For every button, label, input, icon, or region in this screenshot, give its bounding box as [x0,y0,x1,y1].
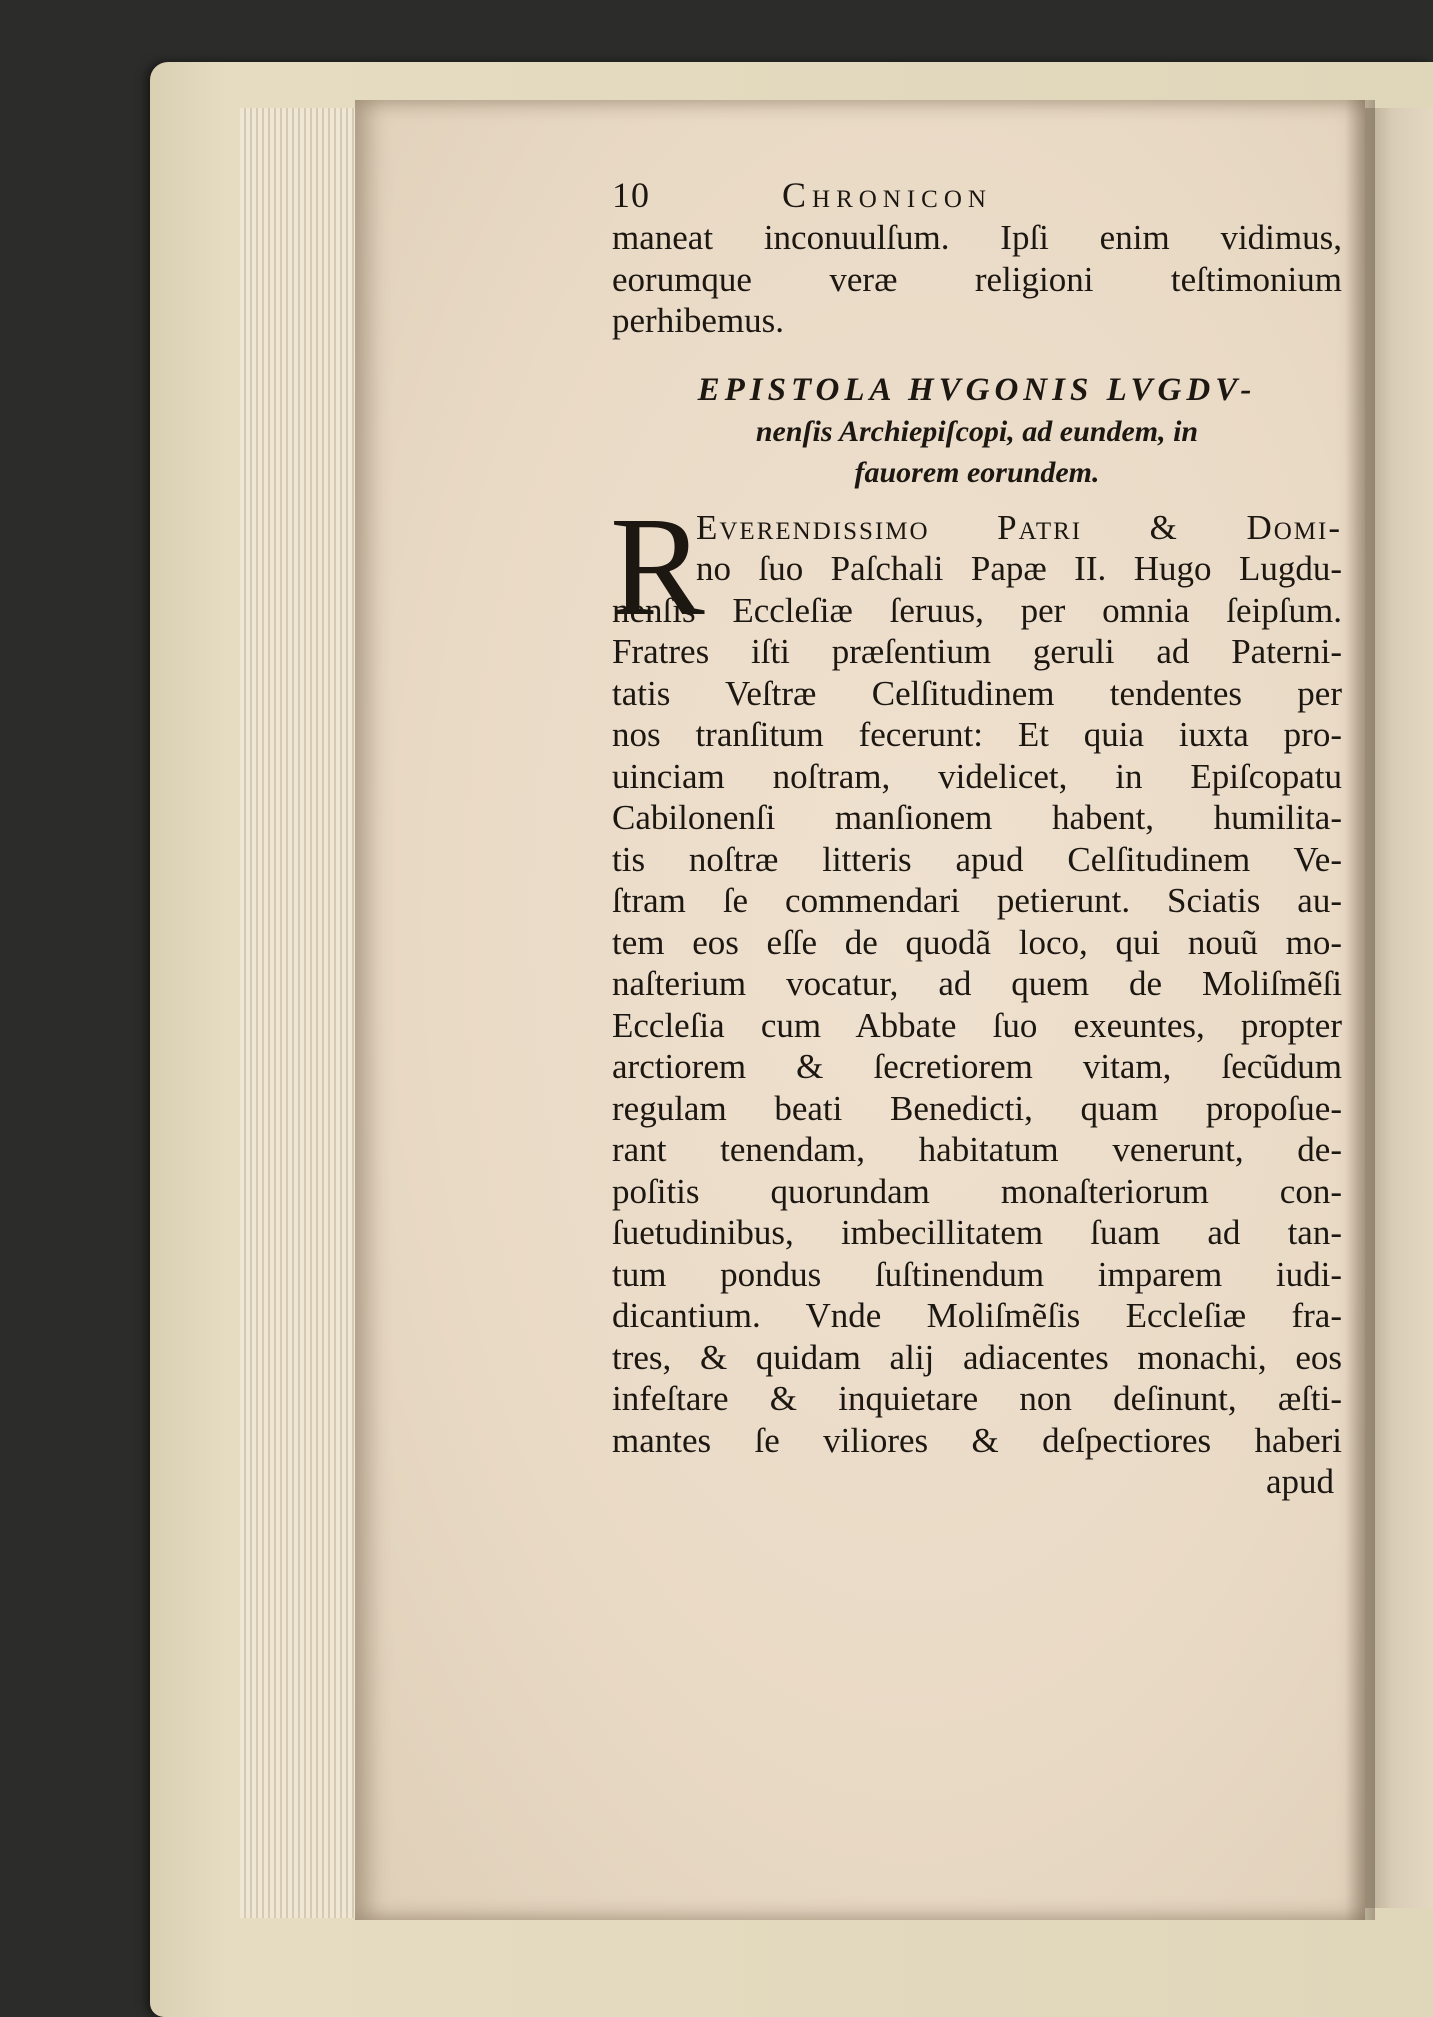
text-line: uinciam noſtram, videlicet, in Epiſcopatu [612,756,1342,796]
text-line: infeſtare & inquietare non deſinunt, æſti- [612,1379,1342,1418]
text-line: mantes ſe viliores & deſpectiores haberi [612,1420,1342,1460]
intro-paragraph [612,217,1342,342]
text-line: ſuetudinibus, imbecillitatem ſuam ad tan- [612,1213,1342,1252]
text-line: nenſis Eccleſiæ ſeruus, per omnia ſeipſum. [612,590,1342,630]
text-line: perhibemus. [612,301,785,340]
facing-page-edge [1365,108,1433,1908]
page-edges [240,108,370,1918]
text-line: rant tenendam, habitatum venerunt, de- [612,1130,1342,1169]
letter-heading [612,370,1342,493]
text-line: no ſuo Paſchali Papæ II. Hugo Lugdu- [696,549,1342,588]
text-line: maneat inconuulſum. Ipſi enim vidimus, [612,218,1342,257]
text-line: tum pondus ſuſtinendum imparem iudi- [612,1254,1342,1294]
heading-line: EPISTOLA HVGONIS LVGDV- [697,371,1257,408]
drop-capital: R [610,486,705,645]
text-line: Eccleſia cum Abbate ſuo exeuntes, propter [612,1005,1342,1045]
text-line: nos tranſitum fecerunt: Et quia iuxta pro- [612,715,1342,754]
text-line: Everendissimo Patri & Domi- [696,507,1342,547]
text-line: Fratres iſti præſentium geruli ad Paterni- [612,632,1342,671]
catchword: apud [1265,1462,1334,1501]
running-header [612,175,1342,215]
letter-body [610,486,1342,1462]
text-line: ſtram ſe commendari petierunt. Sciatis au- [612,881,1342,920]
text-line: tis noſtræ litteris apud Celſitudinem Ve- [612,839,1342,879]
heading-line: fauorem eorundem. [854,455,1100,489]
gutter-shadow [1345,100,1375,1920]
text-line: regulam beati Benedicti, quam propoſue- [612,1088,1342,1128]
heading-line: nenſis Archiepiſcopi, ad eundem, in [755,414,1199,448]
running-title: Chronicon [782,175,992,215]
letter-lines [612,590,1342,1462]
page-number: 10 [612,175,650,215]
text-line: tatis Veſtræ Celſitudinem tendentes per [612,673,1342,713]
text-line: naſterium vocatur, ad quem de Moliſmẽſi [612,964,1342,1003]
text-line: poſitis quorundam monaſteriorum con- [612,1171,1342,1211]
text-line: tres, & quidam alij adiacentes monachi, eos [612,1337,1342,1377]
text-line: tem eos eſſe de quodã loco, qui nouũ mo- [612,922,1342,962]
text-line: arctiorem & ſecretiorem vitam, ſecũdum [612,1047,1342,1086]
text-line: dicantium. Vnde Moliſmẽſis Eccleſiæ fra- [612,1296,1342,1335]
page-text [612,175,1342,1503]
text-line: eorumque veræ religioni teſtimonium [612,259,1342,299]
text-line: Cabilonenſi manſionem habent, humilita- [612,798,1342,837]
